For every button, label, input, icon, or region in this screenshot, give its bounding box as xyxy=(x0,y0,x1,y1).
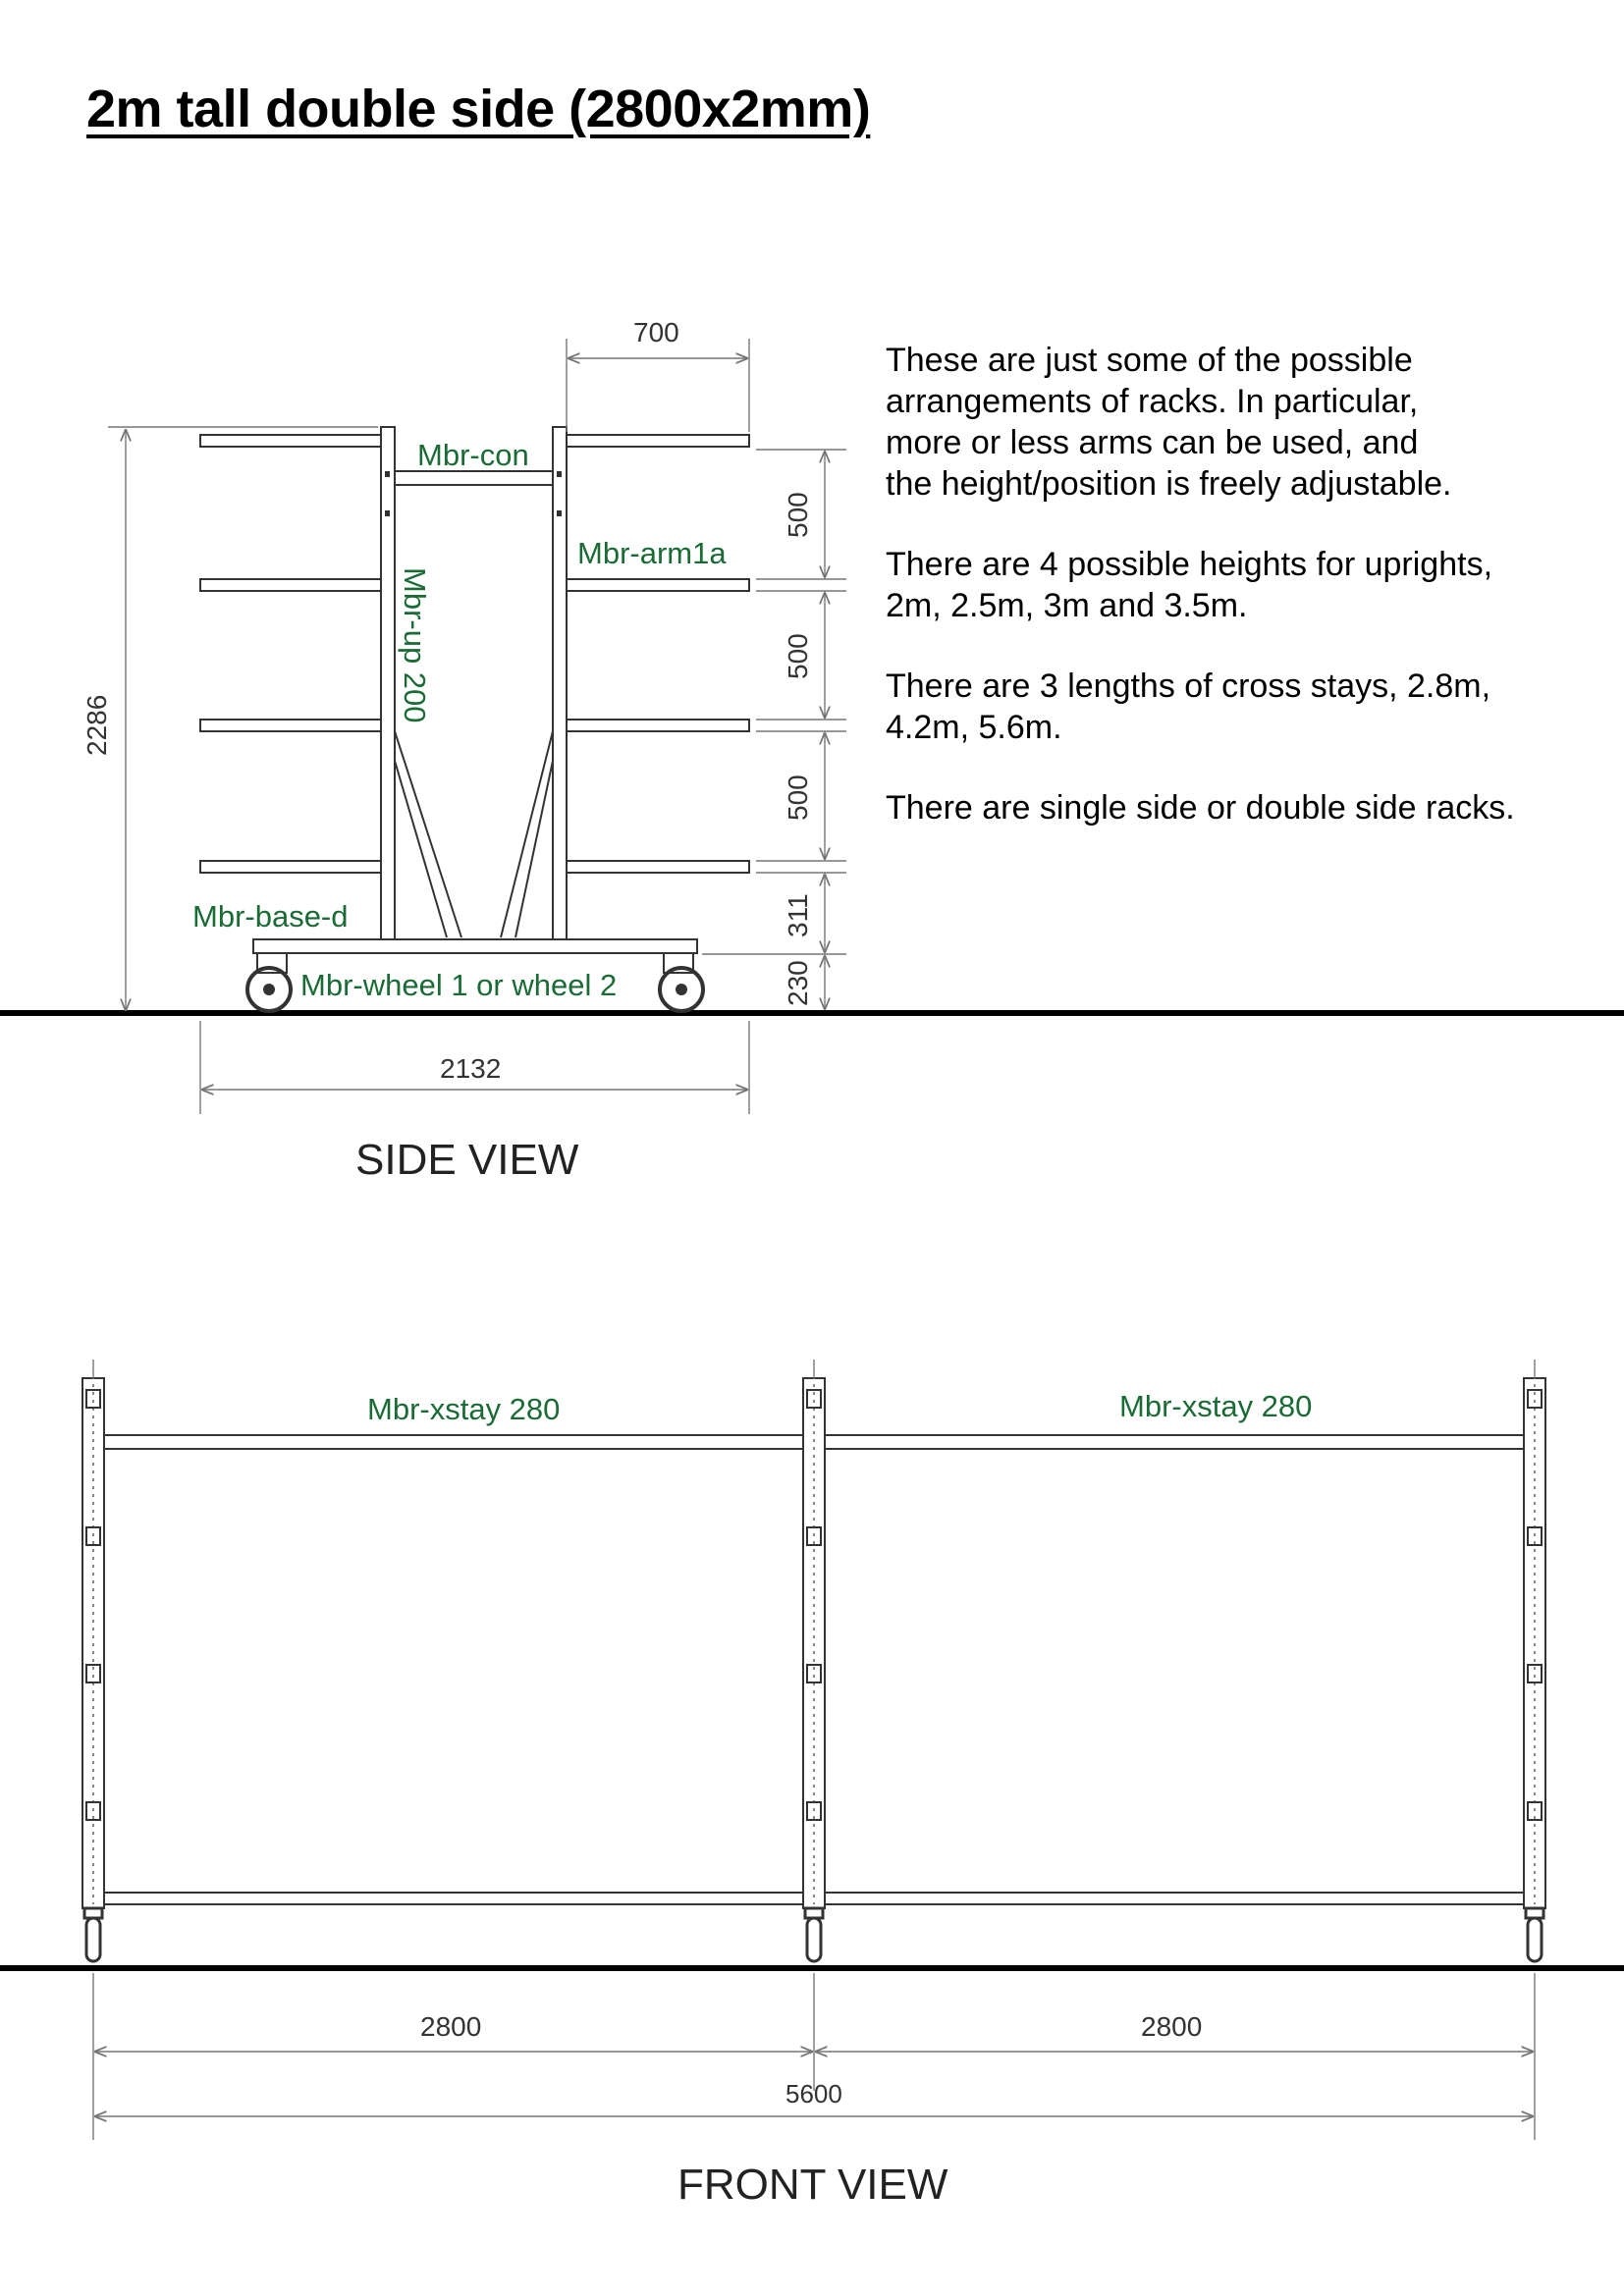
side-brace-left xyxy=(395,731,461,937)
note-rack-sides: There are single side or double side racks. xyxy=(886,789,1515,827)
side-arm-left-1 xyxy=(200,435,381,447)
front-wheel-right xyxy=(1526,1908,1543,1961)
note-arrangements: These are just some of the possible arrangements of racks. In particular, more or less arms can be used, and the height/position is freely adjustable. xyxy=(886,342,1452,503)
dim-span-right-label: 2800 xyxy=(1141,2011,1203,2042)
side-upright-left xyxy=(381,427,395,939)
side-upright-right xyxy=(553,427,567,939)
dim-gap-4-label: 311 xyxy=(783,893,813,937)
side-arm-right-2 xyxy=(567,579,749,591)
front-xstay-right-top xyxy=(825,1435,1524,1449)
front-base-right xyxy=(825,1893,1524,1904)
dim-gap-5-label: 230 xyxy=(783,960,813,1006)
page-title: 2m tall double side (2800x2mm) xyxy=(86,80,871,138)
dim-total-label: 5600 xyxy=(785,2079,842,2109)
note-upright-heights: There are 4 possible heights for uprights, 2m, 2.5m, 3m and 3.5m. xyxy=(886,546,1493,624)
front-view xyxy=(0,1360,1624,2140)
side-arm-right-1 xyxy=(567,435,749,447)
side-arm-right-4 xyxy=(567,861,749,873)
dim-arm-length xyxy=(567,339,749,432)
front-upright-left xyxy=(82,1378,104,1908)
side-wheel-left-hub xyxy=(264,985,274,994)
side-view-caption: SIDE VIEW xyxy=(355,1136,579,1184)
note-cross-stays: There are 3 lengths of cross stays, 2.8m, 4.2m, 5.6m. xyxy=(886,667,1491,746)
dim-total-height-label: 2286 xyxy=(81,694,112,756)
side-arm-left-2 xyxy=(200,579,381,591)
label-arm: Mbr-arm1a xyxy=(577,536,727,570)
label-connector: Mbr-con xyxy=(417,438,529,472)
front-wheel-middle xyxy=(805,1908,823,1961)
side-connector-bar xyxy=(395,471,553,485)
side-wheel-right-hub xyxy=(677,985,686,994)
label-base: Mbr-base-d xyxy=(192,899,349,934)
side-arm-left-3 xyxy=(200,720,381,731)
front-wheel-left xyxy=(84,1908,102,1961)
side-base xyxy=(253,939,697,953)
dim-span-left-label: 2800 xyxy=(420,2011,482,2042)
front-upright-right xyxy=(1524,1378,1545,1908)
dim-gap-3-label: 500 xyxy=(783,774,813,821)
label-wheel: Mbr-wheel 1 or wheel 2 xyxy=(300,968,618,1002)
dim-arm-length-label: 700 xyxy=(633,317,679,347)
dim-gap-2-label: 500 xyxy=(783,633,813,679)
side-brace-right xyxy=(501,731,553,937)
dim-base-width-label: 2132 xyxy=(440,1053,502,1084)
front-base-left xyxy=(104,1893,803,1904)
side-arm-right-3 xyxy=(567,720,749,731)
front-upright-middle xyxy=(803,1378,825,1908)
dim-gap-1-label: 500 xyxy=(783,492,813,538)
label-upright: Mbr-up 200 xyxy=(398,567,432,723)
label-xstay-left: Mbr-xstay 280 xyxy=(367,1392,561,1426)
front-view-caption: FRONT VIEW xyxy=(677,2161,948,2209)
label-xstay-right: Mbr-xstay 280 xyxy=(1119,1389,1313,1423)
side-arm-left-4 xyxy=(200,861,381,873)
front-xstay-left-top xyxy=(104,1435,803,1449)
